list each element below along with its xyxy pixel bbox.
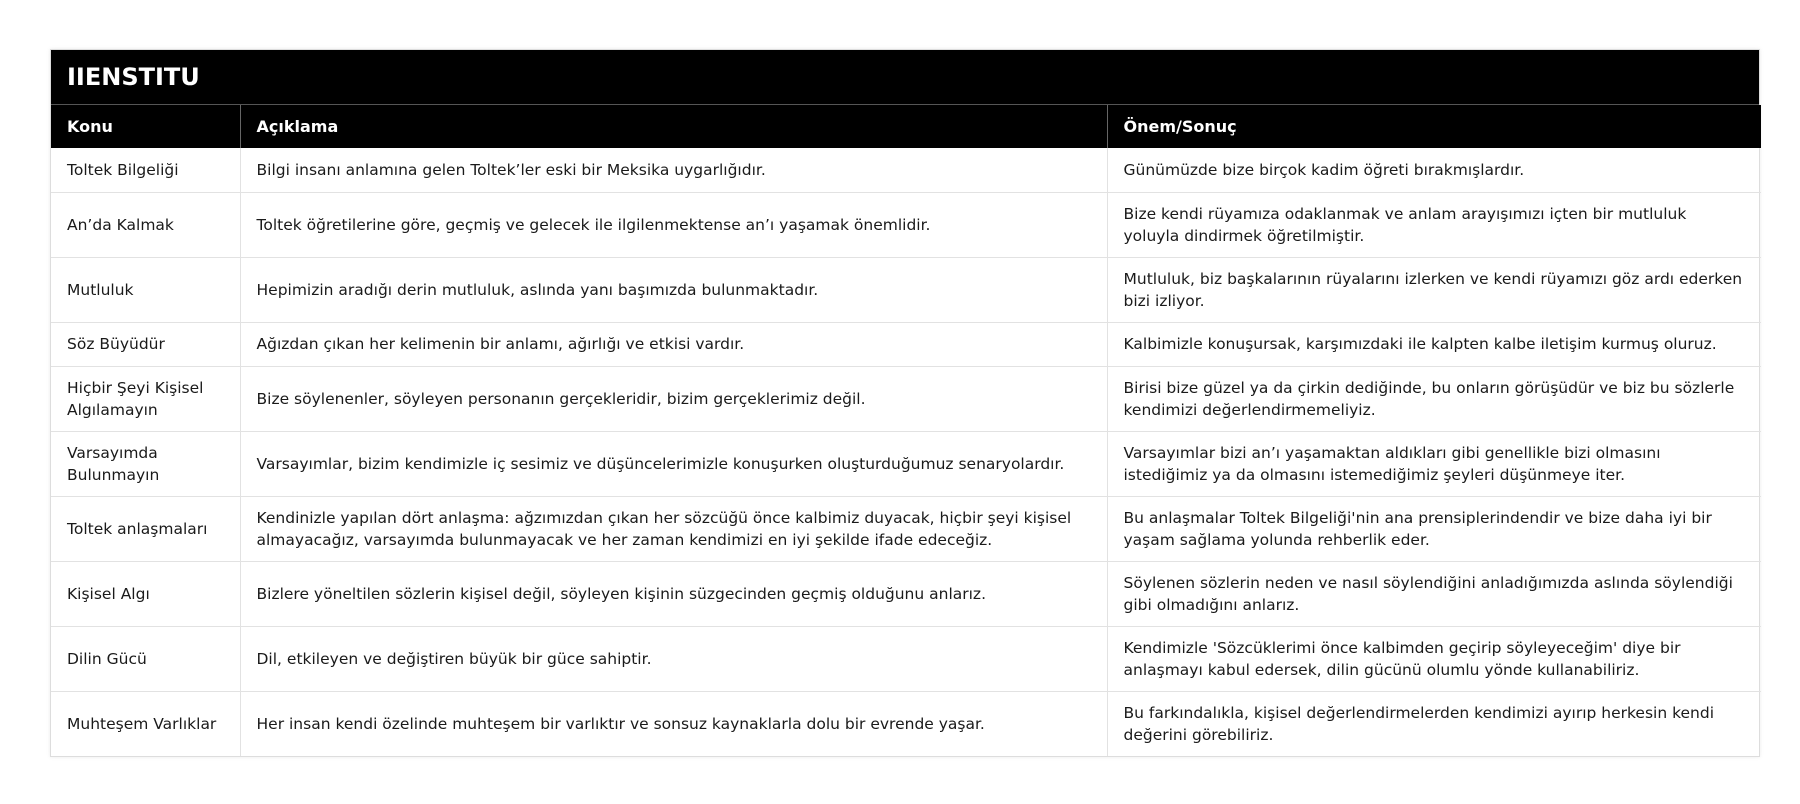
table-row <box>51 366 1761 431</box>
cell-onem-sonuc: Bize kendi rüyamıza odaklanmak ve anlam arayışımızı içten bir mutluluk yoluyla dindirmek öğretilmiştir. <box>1107 192 1761 257</box>
cell-aciklama: Dil, etkileyen ve değiştiren büyük bir güce sahiptir. <box>240 626 1107 691</box>
cell-konu: Varsayımda Bulunmayın <box>51 431 240 496</box>
cell-konu: Dilin Gücü <box>51 626 240 691</box>
table-row <box>51 148 1761 192</box>
table-row <box>51 322 1761 366</box>
column-header-konu: Konu <box>51 105 240 148</box>
cell-konu: Söz Büyüdür <box>51 322 240 366</box>
cell-konu: Mutluluk <box>51 257 240 322</box>
cell-konu: Toltek Bilgeliği <box>51 148 240 192</box>
cell-onem-sonuc: Kalbimizle konuşursak, karşımızdaki ile kalpten kalbe iletişim kurmuş oluruz. <box>1107 322 1761 366</box>
cell-onem-sonuc: Birisi bize güzel ya da çirkin dediğinde, bu onların görüşüdür ve biz bu sözlerle kendimizi değerlendirmemeliyiz. <box>1107 366 1761 431</box>
content-card <box>50 49 1760 757</box>
column-header-aciklama: Açıklama <box>240 105 1107 148</box>
cell-konu: Kişisel Algı <box>51 561 240 626</box>
brand-title: IIENSTITU <box>67 63 200 91</box>
cell-aciklama: Toltek öğretilerine göre, geçmiş ve gelecek ile ilgilenmektense an’ı yaşamak önemlidir. <box>240 192 1107 257</box>
table-row <box>51 192 1761 257</box>
cell-onem-sonuc: Kendimizle 'Sözcüklerimi önce kalbimden geçirip söyleyeceğim' diye bir anlaşmayı kabul edersek, dilin gücünü olumlu yönde kullanabiliriz. <box>1107 626 1761 691</box>
cell-aciklama: Kendinizle yapılan dört anlaşma: ağzımızdan çıkan her sözcüğü önce kalbimiz duyacak, hiçbir şeyi kişisel almayacağız, varsayımda bulunmayacak ve her zaman kendimizi en iyi şekilde ifade edeceğiz. <box>240 496 1107 561</box>
cell-onem-sonuc: Bu farkındalıkla, kişisel değerlendirmelerden kendimizi ayırıp herkesin kendi değerini görebiliriz. <box>1123 703 1715 744</box>
cell-aciklama: Bizlere yöneltilen sözlerin kişisel değil, söyleyen kişinin süzgecinden geçmiş olduğunu anlarız. <box>240 561 1107 626</box>
cell-aciklama: Bilgi insanı anlamına gelen Toltek’ler eski bir Meksika uygarlığıdır. <box>240 148 1107 192</box>
cell-konu: Muhteşem Varlıklar <box>51 691 240 756</box>
cell-onem-sonuc: Günümüzde bize birçok kadim öğreti bırakmışlardır. <box>1107 148 1761 192</box>
table-row <box>51 257 1761 322</box>
brand-header <box>51 50 1759 105</box>
table-row <box>51 561 1761 626</box>
cell-aciklama: Her insan kendi özelinde muhteşem bir varlıktır ve sonsuz kaynaklarla dolu bir evrende yaşar. <box>240 691 1107 756</box>
cell-onem-sonuc: Bu anlaşmalar Toltek Bilgeliği'nin ana prensiplerindendir ve bize daha iyi bir yaşam sağlama yolunda rehberlik eder. <box>1107 496 1761 561</box>
table-row <box>51 496 1761 561</box>
cell-konu: Toltek anlaşmaları <box>51 496 240 561</box>
table-row <box>51 626 1761 691</box>
cell-onem-sonuc: Varsayımlar bizi an’ı yaşamaktan aldıkları gibi genellikle bizi olmasını istediğimiz ya da olmasını istemediğimiz şeyleri düşünmeye iter. <box>1107 431 1761 496</box>
column-header-onem-sonuc: Önem/Sonuç <box>1107 105 1761 148</box>
cell-onem-sonuc: Mutluluk, biz başkalarının rüyalarını izlerken ve kendi rüyamızı göz ardı ederken bizi izliyor. <box>1107 257 1761 322</box>
cell-konu: Hiçbir Şeyi Kişisel Algılamayın <box>51 366 240 431</box>
cell-konu: An’da Kalmak <box>51 192 240 257</box>
table-row <box>51 431 1761 496</box>
cell-aciklama: Hepimizin aradığı derin mutluluk, aslında yanı başımızda bulunmaktadır. <box>240 257 1107 322</box>
cell-aciklama: Ağızdan çıkan her kelimenin bir anlamı, ağırlığı ve etkisi vardır. <box>240 322 1107 366</box>
info-table <box>51 105 1761 756</box>
table-header-row <box>51 105 1761 148</box>
cell-aciklama: Varsayımlar, bizim kendimizle iç sesimiz ve düşüncelerimizle konuşurken oluşturduğumuz senaryolardır. <box>240 431 1107 496</box>
table-row <box>51 691 1761 756</box>
cell-onem-sonuc: Söylenen sözlerin neden ve nasıl söylendiğini anladığımızda aslında söylendiği gibi olmadığını anlarız. <box>1107 561 1761 626</box>
cell-aciklama: Bize söylenenler, söyleyen personanın gerçekleridir, bizim gerçeklerimiz değil. <box>240 366 1107 431</box>
